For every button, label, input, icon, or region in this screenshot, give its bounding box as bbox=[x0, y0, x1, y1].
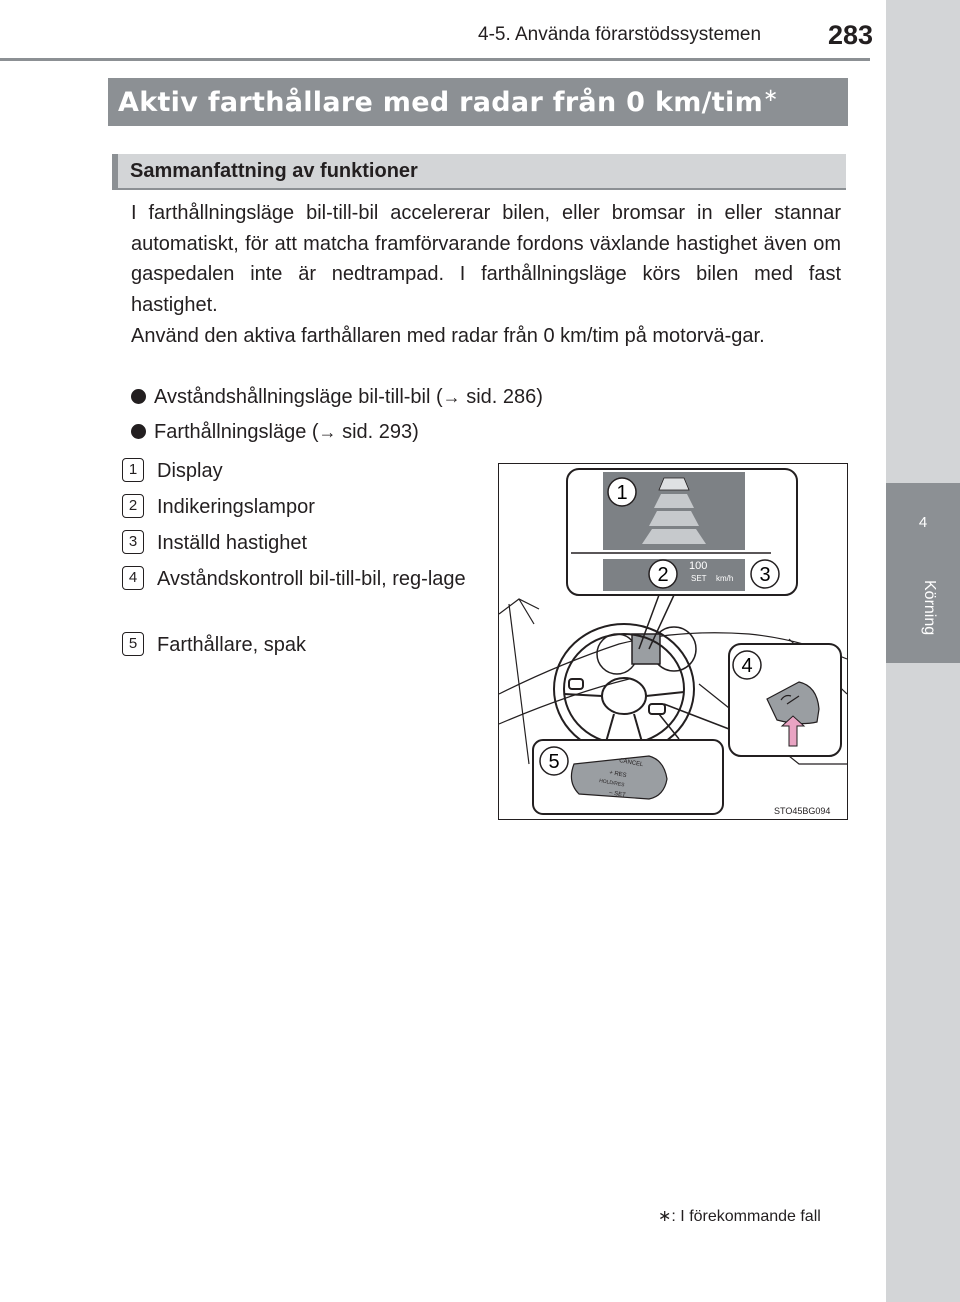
bullet-item bbox=[131, 421, 419, 444]
footnote-marker: ∗ bbox=[658, 1208, 672, 1225]
bullet-text: Farthållningsläge ( bbox=[154, 421, 319, 443]
figure-code: STO45BG094 bbox=[774, 806, 831, 816]
subheading-underline bbox=[112, 188, 846, 190]
page-title bbox=[118, 85, 778, 118]
bullet-dot-icon bbox=[131, 424, 146, 439]
display-set: SET bbox=[691, 574, 707, 583]
item-label: Farthållare, spak bbox=[157, 634, 306, 656]
chapter-label: Körning bbox=[921, 580, 938, 636]
bullet-page-ref[interactable]: sid. 286) bbox=[460, 386, 543, 408]
callout-5: 5 bbox=[548, 751, 560, 773]
steering-wheel bbox=[554, 624, 694, 754]
page-number: 283 bbox=[828, 20, 874, 50]
item-label: Avståndskontroll bil-till-bil, reg-lage bbox=[157, 568, 466, 590]
item-label: Display bbox=[157, 460, 223, 482]
lever-cancel: CANCEL bbox=[618, 758, 644, 769]
paragraph-usage: Använd den aktiva farthållaren med radar från 0 km/tim på motorvä-gar. bbox=[131, 325, 765, 347]
item-number-badge: 3 bbox=[122, 530, 144, 554]
title-asterisk: ∗ bbox=[763, 85, 779, 106]
arrow-right-icon: → bbox=[442, 387, 461, 407]
subheading-accent bbox=[112, 154, 118, 188]
display-speed: 100 bbox=[689, 560, 708, 572]
item-number-badge: 4 bbox=[122, 566, 144, 590]
callout-1: 1 bbox=[616, 482, 628, 504]
item-number-badge: 1 bbox=[122, 458, 144, 482]
arrow-right-icon: → bbox=[318, 422, 337, 442]
header-divider bbox=[0, 58, 870, 61]
cockpit-illustration bbox=[498, 463, 848, 820]
item-number-badge: 2 bbox=[122, 494, 144, 518]
item-label: Inställd hastighet bbox=[157, 532, 308, 554]
callout-3: 3 bbox=[759, 564, 771, 586]
bullet-item bbox=[131, 386, 543, 409]
callout-4: 4 bbox=[741, 655, 753, 677]
lever-hold: HOLD/RES bbox=[598, 778, 625, 789]
display-callout bbox=[567, 469, 797, 649]
footnote-text: : I förekommande fall bbox=[671, 1208, 821, 1225]
bullet-dot-icon bbox=[131, 389, 146, 404]
bullet-text: Avståndshållningsläge bil-till-bil ( bbox=[154, 386, 443, 408]
item-label: Indikeringslampor bbox=[157, 496, 315, 518]
footnote bbox=[658, 1206, 821, 1226]
callout-2: 2 bbox=[657, 564, 669, 586]
lever-res: + RES bbox=[608, 770, 627, 780]
display-unit: km/h bbox=[716, 574, 734, 583]
header-section-title: 4-5. Använda förarstödssystemen bbox=[478, 24, 762, 45]
item-number-badge: 5 bbox=[122, 632, 144, 656]
lever-callout bbox=[533, 714, 723, 814]
paragraph-intro: I farthållningsläge bil-till-bil accelererar bilen, eller bromsar in eller stannar automatiskt, för att matcha framförvarande fordons växlande hastighet även om gaspedalen inte är nedtrampad. I farthållningsläge körs bilen med fast hastighet. bbox=[131, 202, 841, 316]
page-title-text: Aktiv farthållare med radar från 0 km/tim bbox=[118, 87, 764, 118]
bullet-page-ref[interactable]: sid. 293) bbox=[336, 421, 419, 443]
lever-set: – SET bbox=[608, 790, 627, 799]
subheading: Sammanfattning av funktioner bbox=[130, 160, 418, 182]
chapter-number: 4 bbox=[918, 514, 928, 531]
